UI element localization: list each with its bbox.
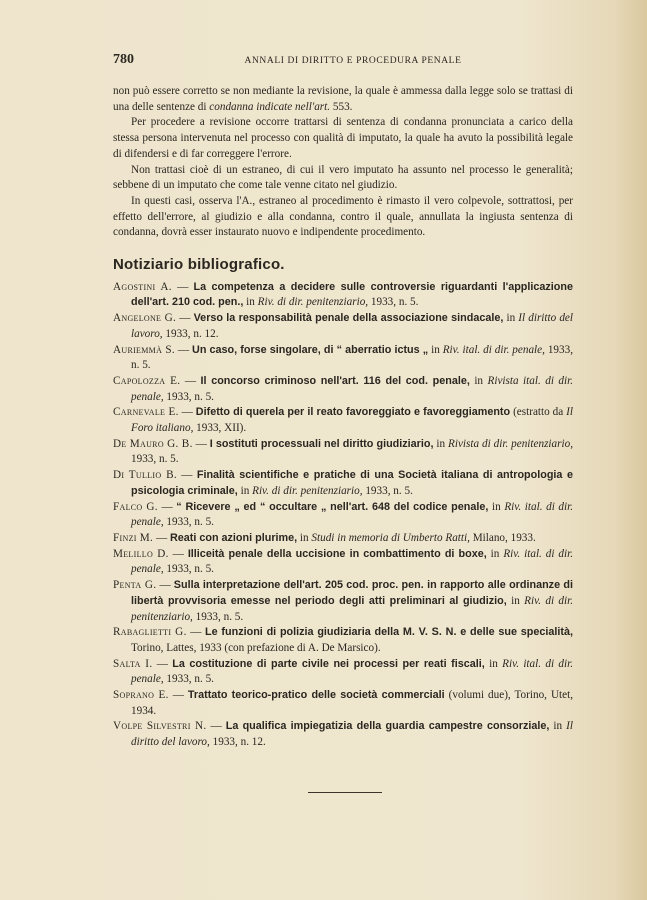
section-title: Notiziario bibliografico. [113,256,285,274]
bibliography-entry: Falco G. — “ Ricevere „ ed “ occultare „ nell'art. 648 del codice penale, in Riv. ital. di dir. penale, 1933, n. 5. [113,500,574,529]
bibliography-entry: Carnevale E. — Difetto di querela per il reato favoreggiato e favoreggiamento (estratto da Il Foro italiano, 1933, XII). [113,406,574,435]
bibliography-entry: Salta I. — La costituzione di parte civile nei processi per reati fiscali, in Riv. ital. di dir. penale, 1933, n. 5. [113,657,573,686]
bibliography-entry: Angelone G. — Verso la responsabilità penale della associazione sindacale, in Il diritto del lavoro, 1933, n. 12. [113,312,574,340]
end-rule [308,792,382,793]
bibliography-list [113,280,573,751]
bibliography-entry: De Mauro G. B. — I sostituti processuali nel diritto giudiziario, in Rivista di dir. penitenziario, 1933, n. 5. [113,437,573,466]
paragraph: Per procedere a revisione occorre trattarsi di sentenza di condanna pronunciata a carico della stessa persona intervenuta nel processo con qualità di imputato, la quale ha avuto la possibilità legale di difendersi e di far correggere l'errore. [113,116,573,160]
bibliography-entry: Volpe Silvestri N. — La qualifica impiegatizia della guardia campestre consorziale, in Il diritto del lavoro, 1933, n. 12. [113,720,574,749]
bibliography-entry: Finzi M. — Reati con azioni plurime, in Studi in memoria di Umberto Ratti, Milano, 1933. [113,531,536,544]
paragraph: Non trattasi cioè di un estraneo, di cui il vero imputato ha assunto nel processo le generalità; sebbene di un imputato che come tale venne citato nel giudizio. [113,163,573,192]
running-title: ANNALI DI DIRITTO E PROCEDURA PENALE [244,56,462,66]
bibliography-entry: Soprano E. — Trattato teorico-pratico delle società commerciali (volumi due), Torino, Utet, 1934. [113,689,574,717]
bibliography-entry: Penta G. — Sulla interpretazione dell'art. 205 cod. proc. pen. in rapporto alle ordinanze di libertà provvisoria emesse nel periodo degli atti preliminari al giudizio, in Riv. di dir. penitenziario, 1933, n. 5. [113,579,574,623]
bibliography-entry: Auriemmà S. — Un caso, forse singolare, di “ aberratio ictus „ in Riv. ital. di dir. penale, 1933, n. 5. [113,343,573,372]
bibliography-entry: Rabaglietti G. — Le funzioni di polizia giudiziaria della M. V. S. N. e delle sue specialità, Torino, Lattes, 1933 (con prefazione di A. De Marsico). [113,626,573,654]
page-number: 780 [113,52,134,67]
bibliography-entry: Capolozza E. — Il concorso criminoso nell'art. 116 del cod. penale, in Rivista ital. di dir. penale, 1933, n. 5. [113,374,574,403]
bibliography-entry: Di Tullio B. — Finalità scientifiche e pratiche di una Società italiana di antropologia e psicologia criminale, in Riv. di dir. penitenziario, 1933, n. 5. [113,469,573,497]
page-header [113,52,573,68]
paragraph: non può essere corretto se non mediante la revisione, la quale è ammessa dalla legge solo se trattasi di una delle sentenze di condanna indicate nell'art. 553. [113,85,573,113]
bibliography-entry: Melillo D. — Illiceità penale della uccisione in combattimento di boxe, in Riv. ital. di dir. penale, 1933, n. 5. [113,547,574,576]
paragraph: In questi casi, osserva l'A., estraneo al procedimento è rimasto il vero colpevole, sottrattosi, per effetto dell'errore, al giudizio e alla condanna, contro il quale, annullata la ingiusta sentenza di condanna, dovrà esser instaurato nuovo e indipendente procedimento. [113,194,573,239]
bibliography-entry: Agostini A. — La competenza a decidere sulle controversie riguardanti l'applicazione dell'art. 210 cod. pen., in Riv. di dir. penitenziario, 1933, n. 5. [113,280,574,309]
page-body [113,84,573,751]
